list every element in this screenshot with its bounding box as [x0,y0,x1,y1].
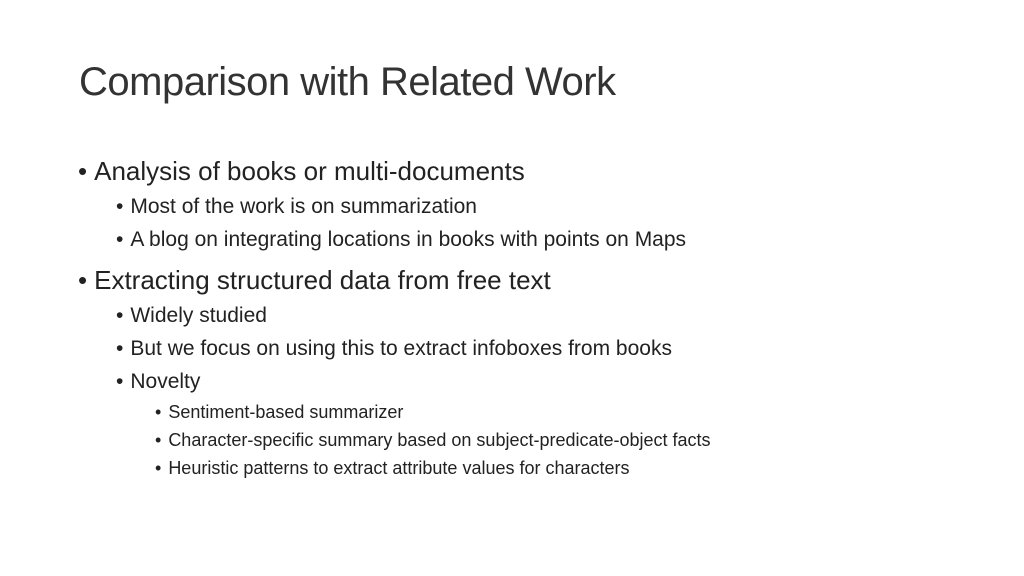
bullet-text: Character-specific summary based on subject-predicate-object facts [168,430,711,450]
bullet-text: Extracting structured data from free text [94,265,551,295]
bullet-icon: • [116,304,124,327]
bullet-icon: • [116,337,124,360]
bullet-item [78,156,525,187]
bullet-item [116,304,267,328]
bullet-text: But we focus on using this to extract infoboxes from books [130,337,672,360]
bullet-icon: • [116,195,124,218]
bullet-item [116,337,672,361]
bullet-icon: • [155,458,162,478]
bullet-text: Most of the work is on summarization [130,195,477,218]
bullet-item [155,402,403,423]
bullet-item [116,228,686,252]
bullet-text: Widely studied [130,304,267,327]
bullet-icon: • [116,228,124,251]
bullet-item [155,458,630,479]
bullet-text: Analysis of books or multi-documents [94,156,525,186]
bullet-item [78,265,551,296]
bullet-icon: • [155,402,162,422]
slide-title: Comparison with Related Work [79,60,616,104]
bullet-text: Novelty [130,370,201,393]
bullet-text: A blog on integrating locations in books with points on Maps [130,228,687,251]
bullet-icon: • [78,265,88,295]
bullet-text: Sentiment-based summarizer [168,402,404,422]
bullet-icon: • [78,156,88,186]
bullet-item [116,370,200,394]
bullet-item [116,195,477,219]
bullet-icon: • [155,430,162,450]
bullet-item [155,430,711,451]
bullet-text: Heuristic patterns to extract attribute values for characters [168,458,630,478]
bullet-icon: • [116,370,124,393]
